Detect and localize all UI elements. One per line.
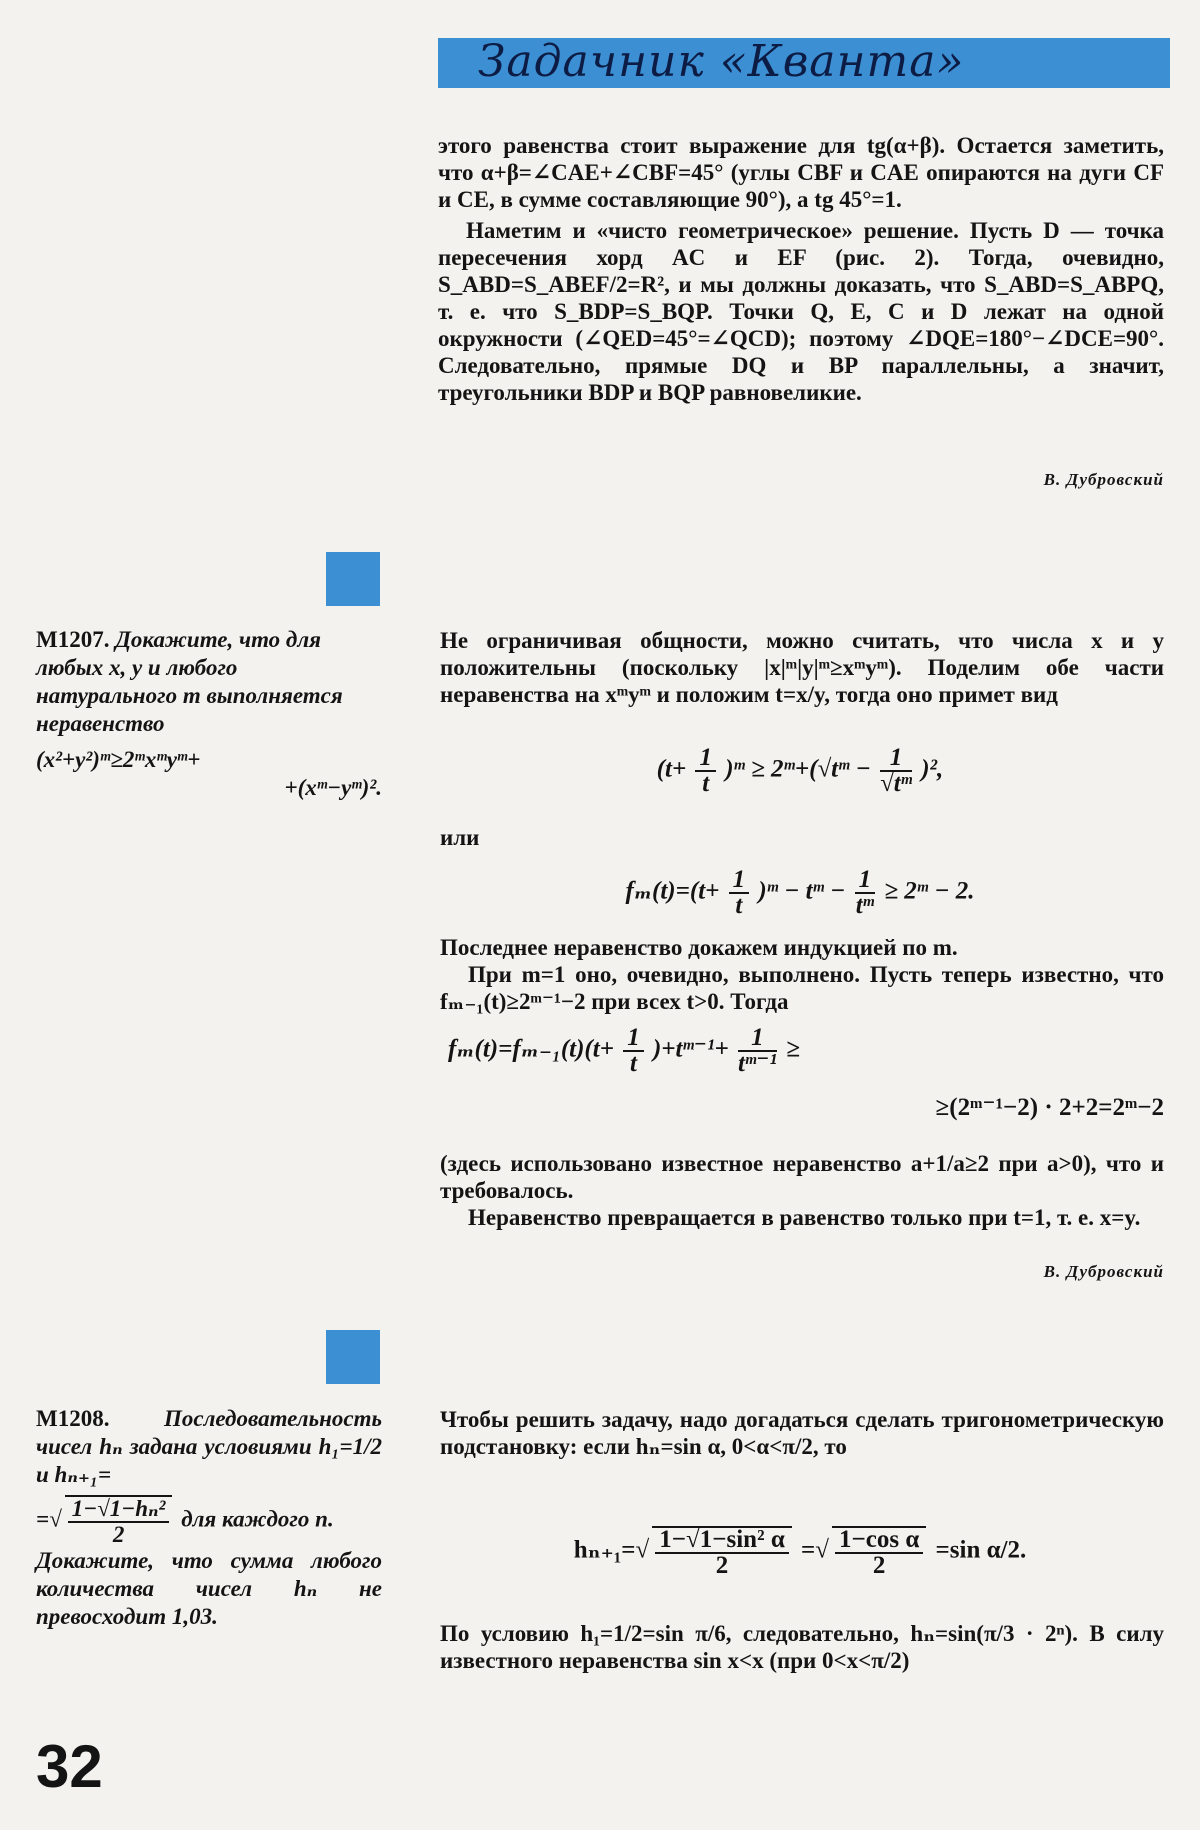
m1208-statement-formula <box>36 1495 382 1547</box>
m1207-formula-2-part-c: ≥ 2ᵐ − 2. <box>884 877 975 905</box>
fraction-one-over-t <box>729 868 750 918</box>
top-paragraph-2: Наметим и «чисто геометрическое» решение. Пусть D — точка пересечения хорд AC и EF (рис. 2). Тогда, очевидно, S_ABD=S_ABEF/2=R², и мы должны доказать, что S_ABD=S_ABPQ, т. е. что S_BDP=S_BQP. Точки Q, E, C и D лежат на одной окружности (∠QED=45°=∠QCD); поэтому ∠DQE=180°−∠DCE=90°. Следовательно, прямые DQ и BP параллельны, а значит, треугольники BDP и BQP равновеликие. <box>438 218 1164 405</box>
m1208-text-1: Последовательность чисел hₙ задана условиями h₁=1/2 и hₙ₊₁= <box>36 1406 382 1487</box>
page-number: 32 <box>36 1733 103 1800</box>
fraction-one-over-sqrt-tm <box>880 746 912 796</box>
m1207-formula-3-part-b: )+tᵐ⁻¹+ <box>652 1035 729 1063</box>
fraction-one-over-tm <box>855 868 876 918</box>
m1208-formula-part-a: hₙ₊₁=√ <box>573 1536 650 1564</box>
m1208-number: М1208. <box>36 1406 110 1431</box>
denominator: t <box>702 770 710 797</box>
fraction-one-over-tm1 <box>738 1026 777 1076</box>
m1207-solution-p4: (здесь использовано известное неравенство a+1/a≥2 при a>0), что и требовалось. <box>440 1151 1164 1203</box>
m1207-ili: или <box>440 825 480 850</box>
m1208-formula-part-b: =√ <box>801 1536 829 1564</box>
m1207-formula-1-part-b: )ᵐ ≥ 2ᵐ+(√tᵐ − <box>725 755 871 783</box>
numerator: 1−√1−hₙ² <box>68 1497 170 1523</box>
denominator: t <box>629 1050 637 1077</box>
header-title: Задачник «Кванта» <box>478 36 965 87</box>
fraction-one-over-t <box>695 746 716 796</box>
numerator: 1−cos α <box>835 1528 923 1554</box>
top-author: В. Дубровский <box>1043 470 1164 489</box>
m1207-formula-3-part-a: fₘ(t)=fₘ₋₁(t)(t+ <box>448 1035 614 1063</box>
m1207-solution-p2: Последнее неравенство докажем индукцией по m. <box>440 935 958 960</box>
m1207-solution-p5: Неравенство превращается в равенство только при t=1, т. е. x=y. <box>468 1205 1141 1230</box>
fraction-one-over-t <box>623 1026 644 1076</box>
header-banner <box>438 38 1170 88</box>
m1207-text: Докажите, что для любых x, y и любого натурального m выполняется неравенство <box>36 627 343 736</box>
m1207-solution-p3: При m=1 оно, очевидно, выполнено. Пусть теперь известно, что fₘ₋₁(t)≥2ᵐ⁻¹−2 при всех t>0. Тогда <box>440 962 1164 1014</box>
m1208-solution-p2: По условию h₁=1/2=sin π/6, следовательно, hₙ=sin(π/3 · 2ⁿ). В силу известного неравенства sin x<x (при 0<x<π/2) <box>440 1621 1164 1673</box>
numerator: 1−√1−sin² α <box>655 1528 789 1554</box>
numerator: 1 <box>880 746 912 772</box>
m1208-fraction-2 <box>832 1526 926 1578</box>
m1207-solution-end <box>440 1150 1164 1231</box>
denominator: tᵐ⁻¹ <box>737 1050 777 1077</box>
m1207-formula-1 <box>560 746 1040 796</box>
m1207-formula-line2: +(xᵐ−yᵐ)². <box>284 775 382 800</box>
denominator: 2 <box>112 1522 125 1547</box>
section-marker-square <box>326 552 380 606</box>
denominator: 2 <box>715 1552 729 1579</box>
m1208-statement <box>36 1405 382 1631</box>
m1207-solution-p2-group <box>440 934 1164 1015</box>
m1208-fraction-1 <box>652 1526 792 1578</box>
m1207-solution-p1: Не ограничивая общности, можно считать, что числа x и y положительны (поскольку |x|ᵐ|y|ᵐ≥xᵐyᵐ). Поделим обе части неравенства на xᵐyᵐ и положим t=x/y, тогда оно примет вид <box>440 628 1164 707</box>
m1208-statement-formula-tail: для каждого n. <box>181 1506 334 1532</box>
m1207-formula-2-part-a: fₘ(t)=(t+ <box>625 877 720 905</box>
m1207-statement <box>36 626 382 802</box>
m1208-solution-p1: Чтобы решить задачу, надо догадаться сделать тригонометрическую подстановку: если hₙ=sin α, 0<α<π/2, то <box>440 1407 1164 1459</box>
m1207-number: М1207. <box>36 627 110 652</box>
numerator: 1 <box>623 1026 644 1052</box>
numerator: 1 <box>729 868 750 894</box>
numerator: 1 <box>738 1026 777 1052</box>
denominator: tᵐ <box>855 892 874 919</box>
m1207-formula-3-line2: ≥(2ᵐ⁻¹−2) · 2+2=2ᵐ−2 <box>935 1094 1164 1121</box>
m1207-formula-3 <box>448 1026 988 1076</box>
denominator: √tᵐ <box>880 770 912 797</box>
m1207-formula-1-part-a: (t+ <box>656 755 687 783</box>
top-paragraph-1: этого равенства стоит выражение для tg(α+β). Остается заметить, что α+β=∠CAE+∠CBF=45° (углы CBF и CAE опираются на дуги CF и CE, в сумме составляющие 90°), а tg 45°=1. <box>438 133 1164 212</box>
m1208-formula-part-c: =sin α/2. <box>935 1536 1027 1564</box>
m1207-formula-2-part-b: )ᵐ − tᵐ − <box>758 877 846 905</box>
m1207-formula-3-part-c: ≥ <box>786 1035 800 1063</box>
numerator: 1 <box>695 746 716 772</box>
m1208-statement-fraction <box>65 1495 173 1547</box>
m1208-statement-formula-root: =√ <box>36 1506 62 1532</box>
m1207-formula-line1: (x²+y²)ᵐ≥2ᵐxᵐyᵐ+ <box>36 747 201 772</box>
m1207-formula-2 <box>560 868 1040 918</box>
denominator: 2 <box>872 1552 886 1579</box>
section-marker-square-2 <box>326 1330 380 1384</box>
m1208-text-2: Докажите, что сумма любого количества чисел hₙ не превосходит 1,03. <box>36 1548 382 1629</box>
m1207-formula-1-part-c: )², <box>921 755 944 783</box>
top-continuation <box>438 132 1164 406</box>
numerator: 1 <box>855 868 876 894</box>
denominator: t <box>735 892 743 919</box>
m1208-formula <box>470 1526 1130 1578</box>
m1207-author: В. Дубровский <box>1043 1262 1164 1281</box>
